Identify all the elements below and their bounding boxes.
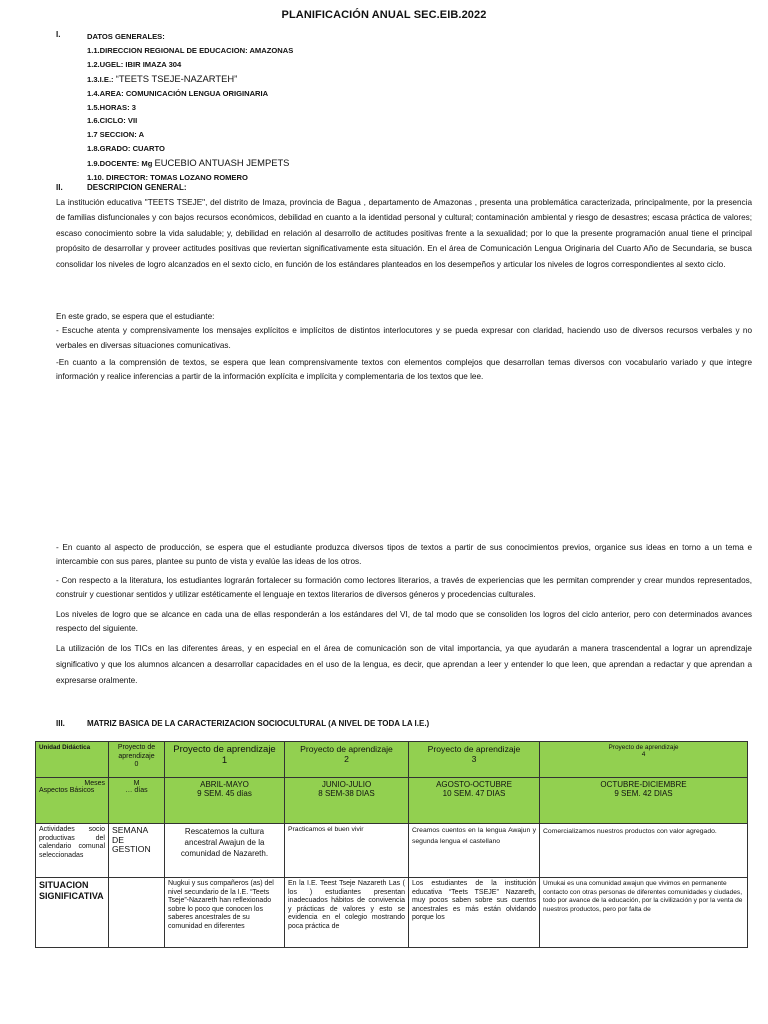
project-label: Proyecto de aprendizaje [117, 744, 156, 760]
general-data-list [87, 30, 293, 185]
situation-1: Nugkui y sus compañeros (as) del nivel secundario de la I.E. “Teets Tseje”-Nazareth han reflexionado sobre lo poco que conocen los saberes ancestrales de su comunidad en diferentes [165, 878, 285, 948]
item-label: 1.1.DIRECCION REGIONAL DE EDUCACION: AMAZONAS [87, 45, 294, 55]
header-project-4 [540, 742, 748, 778]
period-months: OCTUBRE-DICIEMBRE [600, 780, 687, 789]
period-1 [165, 778, 285, 824]
aspectos-label: Aspectos Básicos [39, 787, 95, 794]
period-2 [285, 778, 409, 824]
project-number: 1 [221, 755, 228, 766]
activity-4: Comercializamos nuestros productos con valor agregado. [540, 824, 748, 878]
general-data-heading [87, 30, 293, 44]
section3-numeral: III. [56, 719, 65, 728]
document-title: PLANIFICACIÓN ANUAL SEC.EIB.2022 [281, 9, 487, 21]
period-months: ABRIL-MAYO [200, 780, 249, 789]
description-paragraph: La institución educativa "TEETS TSEJE", del distrito de Imaza, provincia de Bagua , departamento de Amazonas , presenta una problemática caracterizada, principalmente, por la presencia de familias disfuncionales y con bajos recursos económicos, debilidad en cuanto a la identidad personal y cultural; contaminación ambiental y riesgo de desastres; escasa práctica de valores; escaso conocimiento sobre la vida saludable; y, debilidad en relación al desarrollo de actitudes positivas frente a la sexualidad; por lo que la presente programación anual tiene el principal propósito de desarrollar y proveer actitudes positivas que reviertan significativamente esta situación. En el área de Comunicación Lengua Originaria del Cuarto Año de Secundaria, se busca consolidar los niveles de logro alcanzados en el sexto ciclo, en función de los estándares planteados en los desempeños y articular los niveles de logros correspondientes al sexto ciclo. [56, 198, 752, 269]
period-months: JUNIO-JULIO [321, 780, 372, 789]
item-label: 1.5.HORAS: 3 [87, 102, 136, 112]
m-label: M [133, 780, 140, 787]
expectation-body: - Escuche atenta y comprensivamente los mensajes explícitos e implícitos de distintos interlocutores y se pueda expresar con claridad, haciendo uso de diversos recursos verbales y no verbales en diversas situaciones comunicativas. [56, 326, 752, 350]
sociocultural-matrix-table [35, 741, 748, 948]
project-label: Proyecto de aprendizaje [608, 744, 679, 751]
project-number: 3 [471, 754, 477, 764]
general-data-item [87, 156, 293, 171]
period-weeks: 9 SEM. 42 DIAS [614, 789, 673, 798]
item-label: 1.8.GRADO: CUARTO [87, 144, 165, 154]
expectation-lead: En este grado, se espera que el estudiante: [56, 312, 215, 321]
project-number: 0 [134, 761, 139, 769]
period-3 [409, 778, 540, 824]
activity-3: Creamos cuentos en la lengua Awajun y segunda lengua el castellano [409, 824, 540, 878]
project-number: 2 [344, 754, 349, 764]
production-paragraph: - En cuanto al aspecto de producción, se espera que el estudiante produzca diversos tipos de textos a partir de sus conocimientos previos, organice sus ideas en torno a un tema e intercambie con sus pares, plantee su punto de vista y evalúe las ideas de los otros. [56, 543, 752, 567]
project-label: Proyecto de aprendizaje [427, 744, 521, 754]
m-days: … días [125, 787, 148, 794]
situation-2: En la I.E. Teest Tseje Nazareth Las ( los ) estudiantes presentan inadecuados hábitos de convivencia y prácticas de valores y esto se evidencia en el colegio mostrando poca práctica de [285, 878, 409, 948]
situation-4: Umukai es una comunidad awajun que vivimos en permanente contacto con otras personas de diferentes comunidades y ciudades, todo por avance de la educación, por la civilización y por la venta de nuestros productos, pero por falta de [540, 878, 748, 948]
general-data-item [87, 58, 293, 72]
item-value: “TEETS TSEJE-NAZARTEH” [115, 72, 238, 84]
situation-col1 [109, 878, 165, 948]
section2-heading: DESCRIPCION GENERAL: [87, 183, 187, 192]
item-label: 1.10. DIRECTOR: TOMAS LOZANO ROMERO [87, 173, 248, 183]
semana-gestion: SEMANA DE GESTION [109, 824, 165, 878]
general-data-item [87, 87, 293, 101]
activity-2: Practicamos el buen vivir [285, 824, 409, 878]
literature-paragraph: - Con respecto a la literatura, los estudiantes lograrán fortalecer su formación como lectores literarios, a través de experiencias que les permitan comprender y crear mundos representados, construir y cuestionar sentidos y utilizar estéticamente el lenguaje en textos literarios de diversos géneros y procedencias culturales. [56, 576, 752, 600]
period-weeks: 9 SEM. 45 días [197, 789, 252, 798]
header-project-2 [285, 742, 409, 778]
comprehension-paragraph: -En cuanto a la comprensión de textos, se espera que lean comprensivamente textos con elementos complejos que desarrollan temas diversos con vocabulario variado y que integre información y realice inferencias a partir de la información explícita e implícita y complementaria de los textos que lee. [56, 358, 752, 382]
project-label: Proyecto de aprendizaje [173, 744, 276, 755]
section1-numeral: I. [56, 30, 61, 39]
section2-numeral: II. [56, 183, 63, 192]
period-4 [540, 778, 748, 824]
achievement-paragraph: Los niveles de logro que se alcance en cada una de ellas responderán a los estándares del VI, de tal modo que se consoliden los logros del ciclo anterior, pero con determinados avances respecto del siguiente. [56, 610, 752, 634]
item-value: EUCEBIO ANTUASH JEMPETS [154, 157, 290, 169]
general-data-item [87, 114, 293, 128]
header-meses-aspectos [36, 778, 109, 824]
section1-heading: DATOS GENERALES: [87, 32, 165, 41]
tics-paragraph: La utilización de los TICs en las diferentes áreas, y en especial en el área de comunicación son de vital importancia, ya que ayudarán a manera trascendental a lograr un aprendizaje significativo y que los alumnos alcancen a desarrollar capacidades en el uso de la lengua, es decir, que aprendan a leer y entender lo que leen, que aprendan a redactar y que aprendan a expresarse oralmente. [56, 644, 752, 686]
period-months: AGOSTO-OCTUBRE [436, 780, 512, 789]
expectation-paragraph [56, 310, 752, 353]
item-label: 1.9.DOCENTE: Mg [87, 159, 155, 169]
general-data-item [87, 72, 293, 87]
table-row-situation [36, 878, 748, 948]
project-number: 4 [641, 751, 646, 758]
header-project-1 [165, 742, 285, 778]
header-project-3 [409, 742, 540, 778]
table-row-projects [36, 742, 748, 778]
general-data-item [87, 101, 293, 115]
project-label: Proyecto de aprendizaje [300, 744, 393, 754]
table-row-activities [36, 824, 748, 878]
situation-label: SITUACION SIGNIFICATIVA [36, 878, 109, 948]
item-label: 1.3.I.E.: [87, 74, 116, 84]
item-label: 1.2.UGEL: IBIR IMAZA 304 [87, 59, 182, 69]
table-row-months [36, 778, 748, 824]
header-m-days [109, 778, 165, 824]
period-weeks: 10 SEM. 47 DIAS [442, 789, 506, 798]
general-data-item [87, 44, 293, 58]
activities-label: Actividades socio productivas del calendario comunal seleccionadas [36, 824, 109, 878]
section3-heading: MATRIZ BASICA DE LA CARACTERIZACION SOCIOCULTURAL (A NIVEL DE TODA LA I.E.) [87, 719, 430, 728]
general-data-item [87, 128, 293, 142]
period-weeks: 8 SEM-38 DIAS [318, 789, 375, 798]
item-label: 1.6.CICLO: VII [87, 116, 138, 126]
activity-1: Rescatemos la cultura ancestral Awajun de la comunidad de Nazareth. [165, 824, 285, 878]
situation-3: Los estudiantes de la institución educativa “Teets TSEJE” Nazareth, muy pocos saben sobre sus cuentos ancestrales es más están olvidando porque los [409, 878, 540, 948]
item-label: 1.4.AREA: COMUNICACIÓN LENGUA ORIGINARIA [87, 88, 269, 98]
header-project-0 [109, 742, 165, 778]
meses-label: Meses [84, 780, 105, 787]
item-label: 1.7 SECCION: A [87, 130, 145, 140]
header-unidad-didactica: Unidad Didáctica [36, 742, 109, 778]
general-data-item [87, 142, 293, 156]
